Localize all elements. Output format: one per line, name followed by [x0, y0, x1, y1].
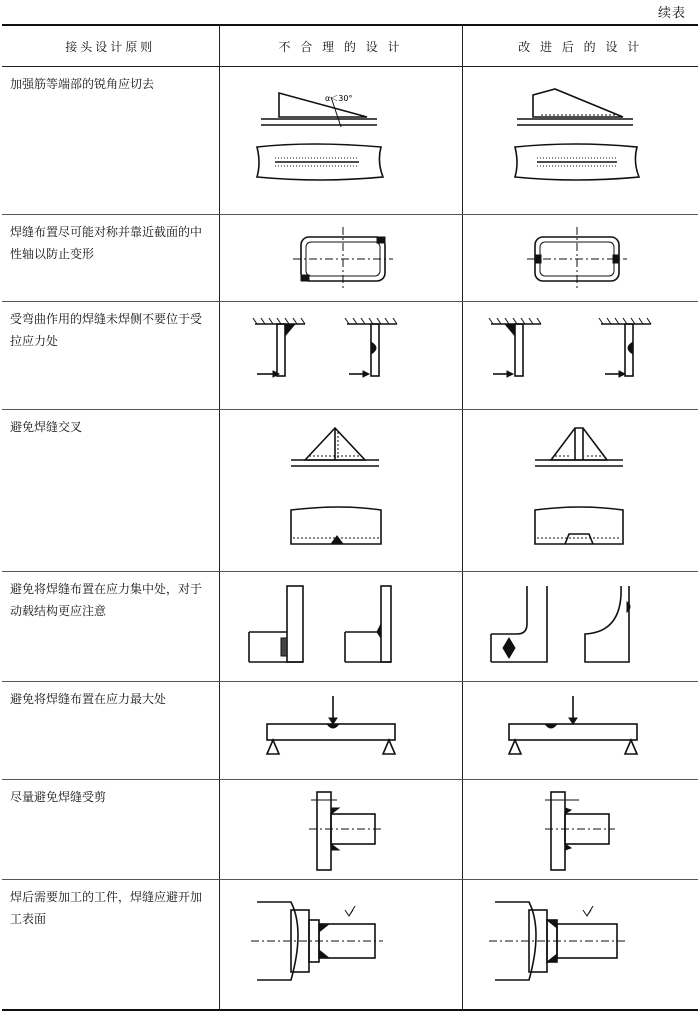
principle-text: 加强筋等端部的锐角应切去 — [10, 77, 155, 91]
table-row — [2, 215, 698, 302]
principle-text: 焊缝布置尽可能对称并靠近截面的中性轴以防止变形 — [10, 225, 203, 261]
header-good-design: 改 进 后 的 设 计 — [462, 25, 698, 67]
header-principle: 接头设计原则 — [2, 25, 219, 67]
bad-crossing-weld-figure — [221, 410, 461, 570]
header-row — [2, 25, 698, 67]
joint-design-table — [2, 24, 698, 1011]
good-max-stress-figure — [465, 682, 695, 778]
bad-stress-concentration-figure — [221, 572, 461, 680]
bad-shear-weld-figure — [221, 780, 461, 878]
principle-text: 避免将焊缝布置在应力集中处，对于动载结构更应注意 — [10, 582, 203, 618]
good-machining-weld-figure — [465, 880, 695, 1008]
table-row — [2, 572, 698, 682]
table-row — [2, 682, 698, 780]
good-bending-weld-figure — [465, 302, 695, 408]
table-row — [2, 410, 698, 572]
bad-symmetric-weld-figure — [221, 215, 461, 301]
principle-text: 尽量避免焊缝受剪 — [10, 790, 107, 804]
bad-max-stress-figure — [221, 682, 461, 778]
bad-rib-end-figure — [221, 67, 461, 213]
good-crossing-weld-figure — [465, 410, 695, 570]
principle-text: 避免将焊缝布置在应力最大处 — [10, 692, 167, 706]
angle-label: α＜30° — [324, 94, 352, 103]
principle-text: 焊后需要加工的工件，焊缝应避开加工表面 — [10, 890, 203, 926]
table-row — [2, 780, 698, 880]
good-shear-weld-figure — [465, 780, 695, 878]
table-row — [2, 302, 698, 410]
header-bad-design: 不 合 理 的 设 计 — [219, 25, 462, 67]
principle-text: 避免焊缝交叉 — [10, 420, 83, 434]
table-row — [2, 67, 698, 215]
bad-bending-weld-figure — [221, 302, 461, 408]
continued-label: 续表 — [657, 6, 686, 21]
bad-machining-weld-figure — [221, 880, 461, 1008]
good-symmetric-weld-figure — [465, 215, 695, 301]
good-rib-end-figure — [465, 67, 695, 213]
table-row — [2, 880, 698, 1010]
good-stress-concentration-figure — [465, 572, 695, 680]
principle-text: 受弯曲作用的焊缝未焊侧不要位于受拉应力处 — [10, 312, 203, 348]
